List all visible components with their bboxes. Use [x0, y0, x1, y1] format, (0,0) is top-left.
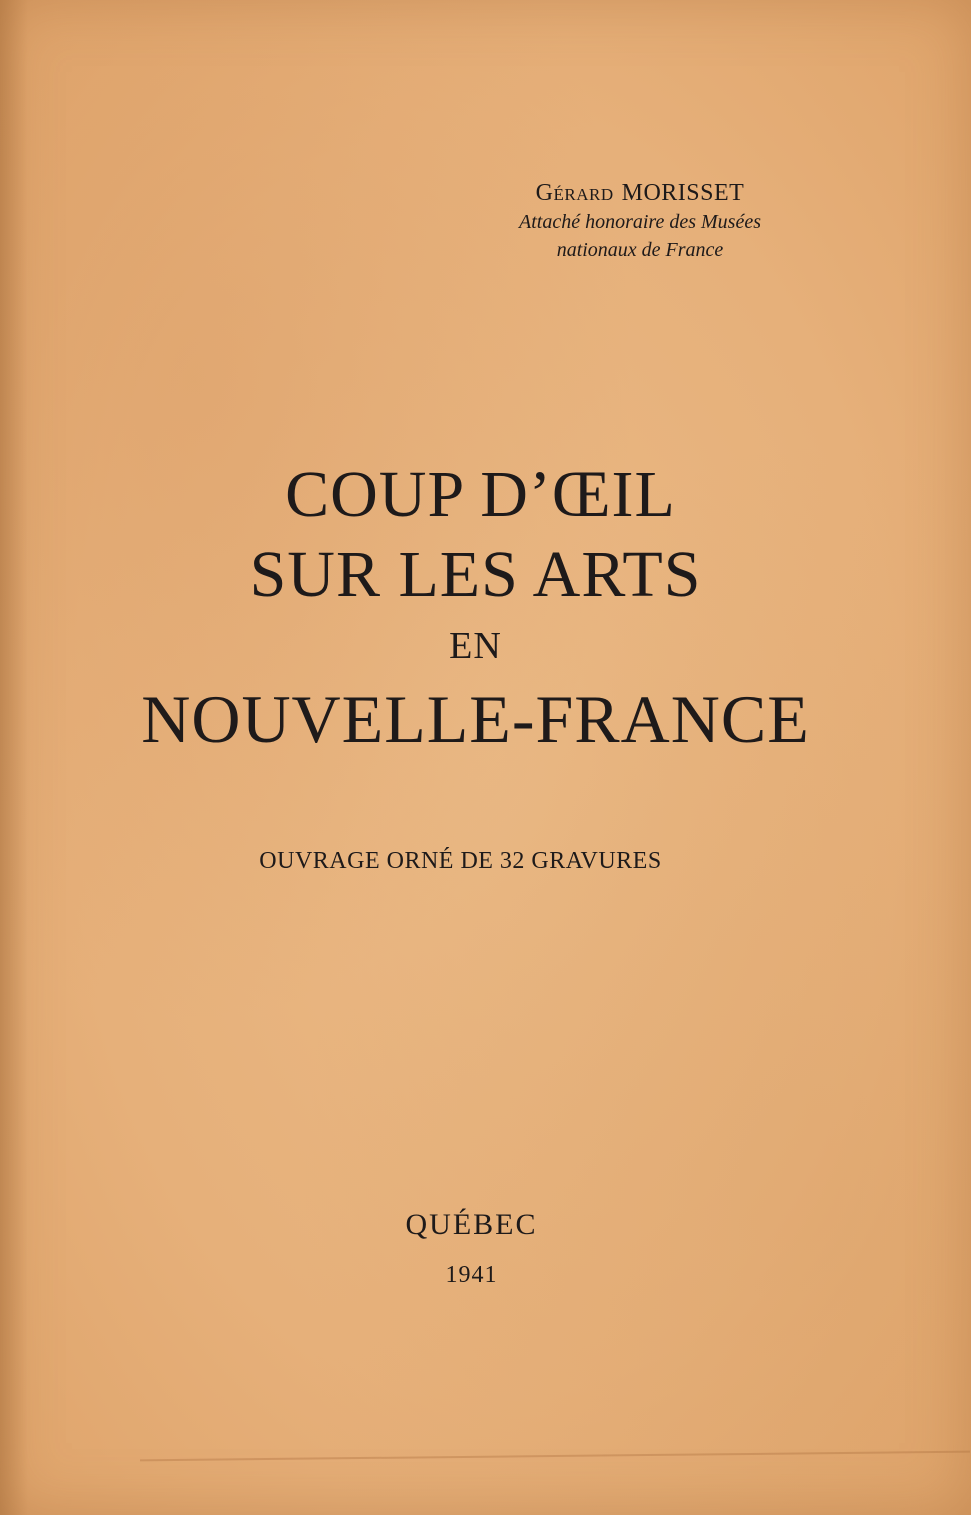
title-line-1: COUP D’ŒIL	[285, 458, 676, 531]
author-last-name: MORISSET	[621, 180, 745, 206]
title-line-4: NOUVELLE-FRANCE	[141, 681, 810, 757]
author-block	[480, 178, 800, 264]
book-title	[0, 455, 971, 761]
title-line-3: EN	[449, 625, 502, 667]
author-first-name: Gérard	[535, 180, 614, 206]
publication-place: QUÉBEC	[405, 1208, 538, 1241]
author-name	[480, 178, 800, 208]
author-title-line1: Attaché honoraire des Musées	[519, 211, 761, 233]
publication-year: 1941	[445, 1262, 498, 1288]
book-subtitle: OUVRAGE ORNÉ DE 32 GRAVURES	[259, 848, 662, 874]
title-line-2: SUR LES ARTS	[249, 538, 702, 611]
author-title-line2: nationaux de France	[556, 239, 724, 261]
cover-fold-line	[140, 1451, 970, 1462]
